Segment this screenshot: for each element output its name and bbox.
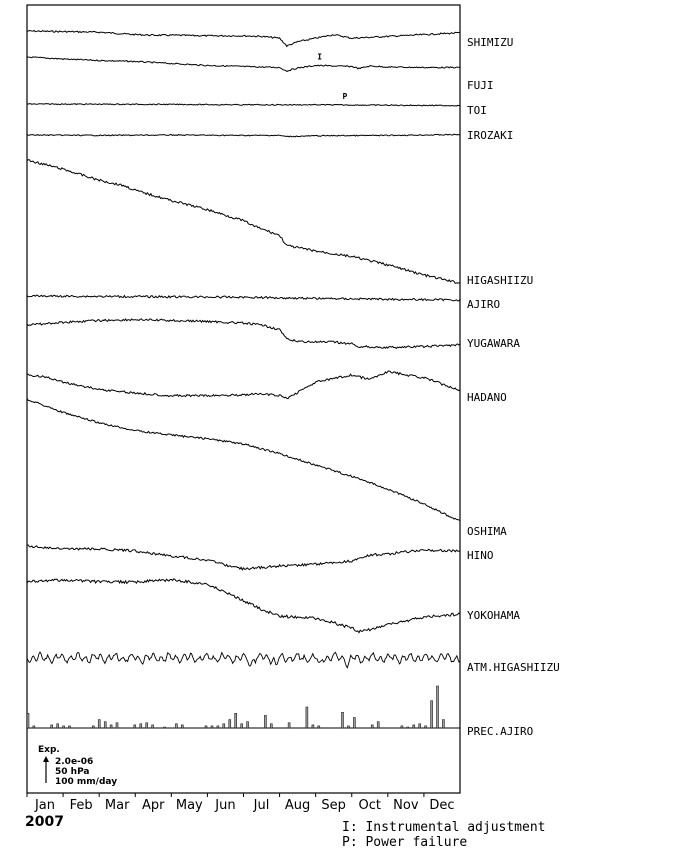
precip-bar xyxy=(181,725,183,728)
precip-bar xyxy=(247,722,249,728)
series-line-hino xyxy=(27,545,460,570)
station-label-yokohama: YOKOHAMA xyxy=(467,609,520,622)
precip-bar xyxy=(342,712,344,728)
month-label-nov: Nov xyxy=(393,798,419,813)
month-label-may: May xyxy=(175,798,203,813)
precip-bars xyxy=(27,686,444,728)
scale-arrow-head xyxy=(43,756,49,762)
legend xyxy=(342,820,546,850)
month-label-jun: Jun xyxy=(215,798,236,813)
precip-bar xyxy=(146,723,148,728)
month-axis xyxy=(27,793,454,813)
precip-bar xyxy=(442,720,444,728)
precip-bar xyxy=(51,725,53,728)
precip-bar xyxy=(140,724,142,728)
precip-bar xyxy=(211,726,213,728)
series-line-oshima xyxy=(27,398,460,520)
precip-bar xyxy=(27,713,29,728)
station-labels xyxy=(317,36,559,738)
precip-bar xyxy=(152,725,154,728)
series-line-yugawara xyxy=(27,319,460,349)
precip-bar xyxy=(401,726,403,728)
precip-bar xyxy=(116,723,118,728)
precip-bar xyxy=(57,724,59,728)
series-line-higashiizu xyxy=(27,160,460,284)
month-label-oct: Oct xyxy=(358,798,381,813)
precip-bar xyxy=(371,725,373,728)
precip-bar xyxy=(318,726,320,728)
station-label-fuji: FUJI xyxy=(467,79,494,92)
scale-precip: 100 mm/day xyxy=(55,777,118,787)
series-layer xyxy=(27,31,460,668)
annotation-i: I xyxy=(317,52,323,62)
month-label-sep: Sep xyxy=(321,798,346,813)
precip-bar xyxy=(419,724,421,728)
precip-bar xyxy=(413,725,415,728)
station-label-higashiizu: HIGASHIIZU xyxy=(467,274,534,287)
station-label-prec-ajiro: PREC.AJIRO xyxy=(467,725,534,738)
precip-bar xyxy=(33,726,35,728)
scale-bar xyxy=(38,745,117,787)
precip-bar xyxy=(377,722,379,728)
month-label-jan: Jan xyxy=(34,798,56,813)
month-label-jul: Jul xyxy=(253,798,270,813)
precip-bar xyxy=(306,707,308,728)
precip-bar xyxy=(353,718,355,729)
precip-bar xyxy=(235,713,237,728)
precip-bar xyxy=(437,686,439,728)
precip-bar xyxy=(407,727,409,728)
month-label-feb: Feb xyxy=(69,798,93,813)
annotation-p: P xyxy=(342,91,348,101)
precip-bar xyxy=(205,726,207,728)
month-label-apr: Apr xyxy=(142,798,165,813)
precip-bar xyxy=(264,715,266,728)
precip-bar xyxy=(270,724,272,728)
precip-bar xyxy=(312,725,314,728)
precip-bar xyxy=(241,724,243,728)
station-label-shimizu: SHIMIZU xyxy=(467,36,514,49)
precip-bar xyxy=(92,726,94,728)
series-line-shimizu xyxy=(27,31,460,47)
series-line-atm-higashiizu xyxy=(27,652,460,668)
legend-power: P: Power failure xyxy=(342,835,468,850)
precip-bar xyxy=(110,725,112,728)
scale-pressure: 50 hPa xyxy=(55,767,90,777)
series-line-fuji xyxy=(27,57,460,72)
month-label-mar: Mar xyxy=(104,798,130,813)
plot-frame xyxy=(27,5,460,793)
year-label: 2007 xyxy=(25,814,64,830)
precip-bar xyxy=(288,723,290,728)
station-label-yugawara: YUGAWARA xyxy=(467,337,520,350)
precip-bar xyxy=(134,725,136,728)
station-label-ajiro: AJIRO xyxy=(467,298,501,311)
series-line-ajiro xyxy=(27,295,460,301)
precip-bar xyxy=(164,727,166,728)
precip-bar xyxy=(175,724,177,728)
series-line-irozaki xyxy=(27,134,460,137)
precip-bar xyxy=(104,722,106,728)
precip-bar xyxy=(63,726,65,728)
station-label-oshima: OSHIMA xyxy=(467,525,507,538)
station-label-toi: TOI xyxy=(467,104,487,117)
precip-bar xyxy=(217,726,219,728)
precip-bar xyxy=(223,724,225,728)
station-label-hadano: HADANO xyxy=(467,391,507,404)
month-label-aug: Aug xyxy=(284,798,311,813)
precip-bar xyxy=(69,726,71,728)
station-label-hino: HINO xyxy=(467,549,494,562)
station-label-irozaki: IROZAKI xyxy=(467,129,514,142)
series-line-hadano xyxy=(27,371,460,399)
precip-bar xyxy=(229,720,231,728)
precip-bar xyxy=(348,726,350,728)
precip-bar xyxy=(425,726,427,728)
month-label-dec: Dec xyxy=(429,798,455,813)
precip-bar xyxy=(431,701,433,728)
scale-title: Exp. xyxy=(38,745,60,755)
station-label-atm-higashiizu: ATM.HIGASHIIZU xyxy=(467,661,560,674)
series-line-toi xyxy=(27,104,460,107)
series-line-yokohama xyxy=(27,579,460,633)
precip-bar xyxy=(98,720,100,728)
legend-instrumental: I: Instrumental adjustment xyxy=(342,820,546,835)
scale-strain: 2.0e-06 xyxy=(55,757,94,767)
